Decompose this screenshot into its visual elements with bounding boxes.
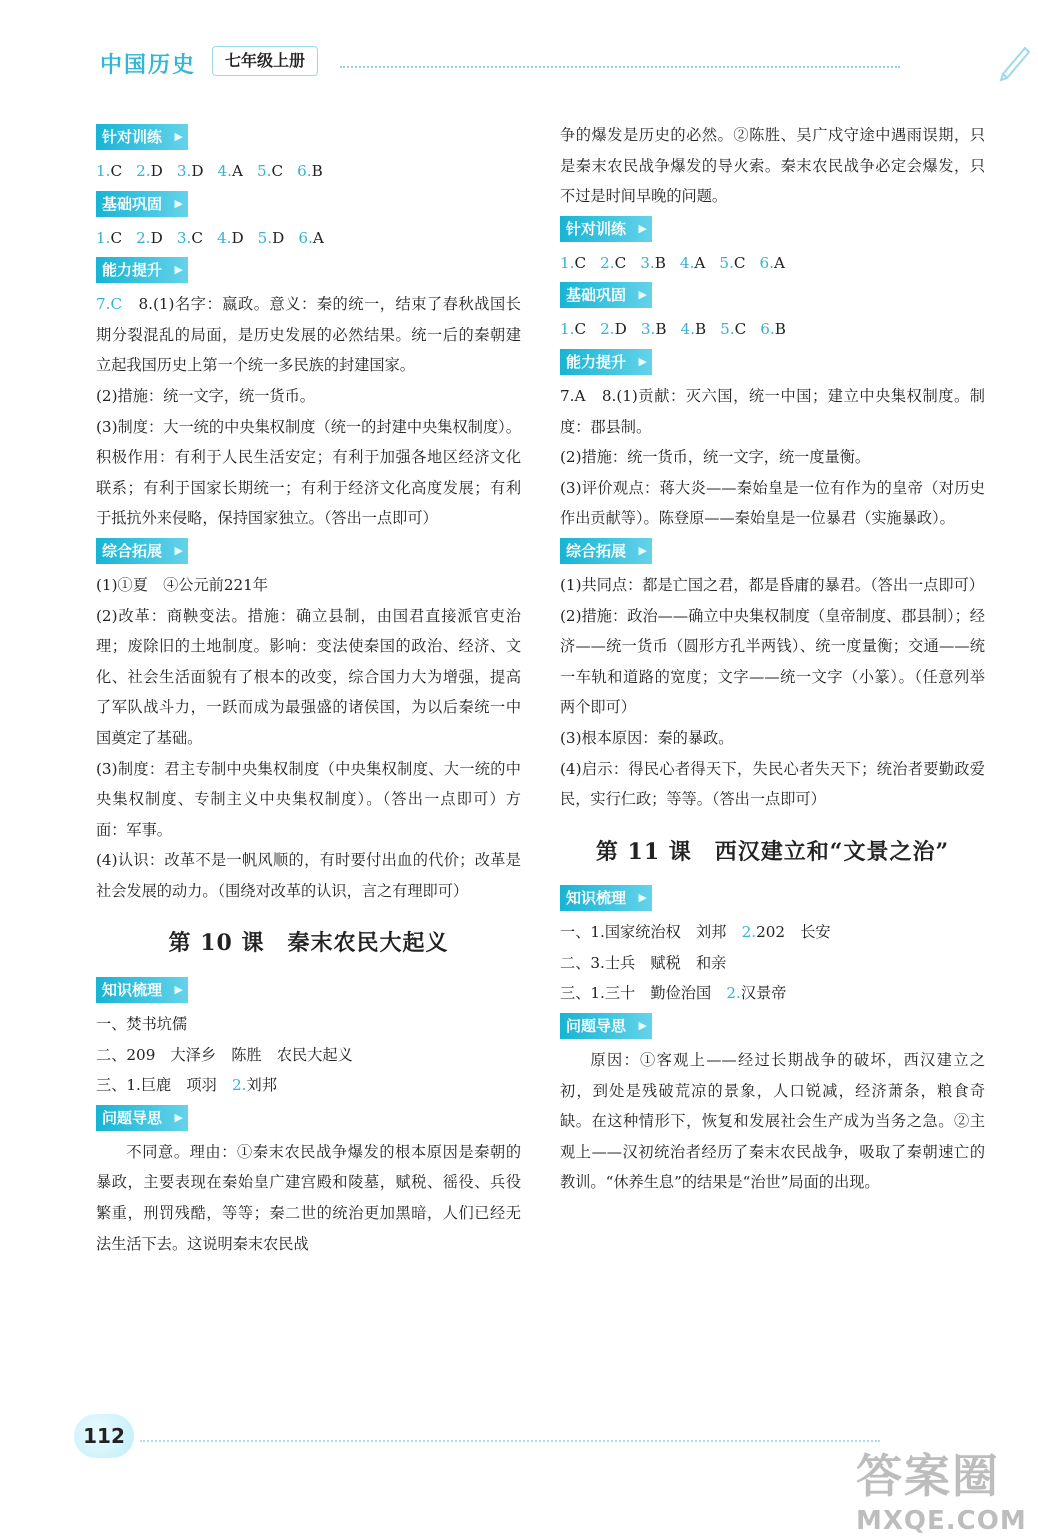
item-number: 2. — [741, 923, 757, 942]
section-tag: 问题导思 ▶ — [96, 1105, 188, 1131]
list-item-text: 202 长安 — [756, 923, 831, 942]
lesson-title: 第 11 课 西汉建立和“文景之治” — [595, 838, 950, 865]
paragraph: (3)制度：君主专制中央集权制度（中央集权制度、大一统的中央集权制度、专制主义中央集权制度）。（答出一点即可）方面：军事。 — [96, 759, 521, 839]
paragraph — [96, 289, 521, 381]
answer-number: 4. — [679, 253, 695, 272]
paragraph: (1)共同点：都是亡国之君，都是昏庸的暴君。（答出一点即可） — [560, 575, 984, 594]
grade-label: 七年级上册 — [212, 46, 318, 76]
item-number: 2. — [726, 984, 741, 1003]
answer-letter: C — [110, 228, 123, 247]
header-dotted-line — [340, 66, 900, 68]
answer-item — [640, 248, 666, 279]
answer-letter: C — [733, 253, 746, 272]
answer-number: 2. — [600, 320, 615, 339]
paragraph: 争的爆发是历史的必然。②陈胜、吴广戍守途中遇雨误期，只是秦末农民战争爆发的导火索。秦末农民战争必定会爆发，只不过是时间早晚的问题。 — [560, 126, 985, 206]
answer-number: 3. — [640, 320, 656, 339]
section-tag: 能力提升 ▶ — [560, 349, 652, 375]
section-tag: 综合拓展 ▶ — [560, 538, 652, 564]
answer-letter: C — [191, 228, 203, 247]
answer-item — [218, 156, 243, 187]
answer-number: 3. — [176, 162, 192, 180]
answer-item — [96, 223, 122, 254]
section-tag: 针对训练 ▶ — [560, 216, 652, 242]
answer-letter: D — [191, 162, 204, 180]
answer-number: 5. — [720, 320, 735, 339]
answer-item — [641, 314, 667, 345]
left-column — [96, 120, 521, 1259]
answer-number: 1. — [96, 228, 111, 247]
answer-letter: D — [614, 320, 627, 339]
answer-letter: C — [271, 162, 284, 180]
answer-letter: A — [232, 162, 243, 180]
answer-number: 4. — [216, 228, 232, 247]
answer-number: 5. — [719, 253, 734, 272]
answer-number: 2. — [136, 228, 151, 247]
answer-number: 6. — [759, 253, 775, 272]
lesson-title: 第 10 课 秦末农民大起义 — [168, 930, 449, 957]
answer-number: 1. — [560, 320, 575, 339]
list-item: 一、焚书坑儒 — [96, 1015, 188, 1034]
answer-letter: B — [774, 320, 786, 339]
answer-letter: B — [655, 320, 667, 339]
list-item — [96, 1070, 521, 1101]
list-item-text: 一、1.国家统治权 刘邦 — [560, 923, 727, 942]
answer-item — [257, 156, 283, 187]
answer-number: 5. — [257, 228, 273, 247]
answer-item — [258, 223, 285, 254]
answer-item — [136, 223, 163, 254]
answer-number: 6. — [760, 320, 775, 339]
answer-item — [177, 156, 204, 187]
item-number: 2. — [232, 1076, 247, 1095]
list-item: 二、209 大泽乡 陈胜 农民大起义 — [96, 1045, 353, 1064]
list-item: 二、3.士兵 赋税 和亲 — [560, 953, 727, 972]
answer-item — [560, 314, 586, 345]
page-header — [100, 48, 1010, 88]
answer-letter: A — [694, 253, 706, 272]
answer-number: 3. — [176, 228, 192, 247]
paragraph: (4)认识：改革不是一帆风顺的，有时要付出血的代价；改革是社会发展的动力。（围绕对改革的认识，言之有理即可） — [96, 851, 521, 900]
paragraph: (4)启示：得民心者得天下，失民心者失天下；统治者要勤政爱民，实行仁政；等等。（答出一点即可） — [560, 759, 985, 809]
answer-item — [760, 314, 786, 345]
right-column — [560, 120, 985, 1198]
paragraph: 原因：①客观上——经过长期战争的破坏，西汉建立之初，到处是残破荒凉的景象，人口锐减，经济萧条，粮食奇缺。在这种情形下，恢复和发展社会生产成为当务之急。②主观上——汉初统治者经历了秦末农民战争，吸取了秦朝速亡的教训。“休养生息”的结果是“治世”局面的出现。 — [560, 1051, 985, 1192]
section-tag: 基础巩固 ▶ — [560, 282, 652, 308]
answer-number: 6. — [298, 228, 313, 247]
answer-number: 4. — [680, 320, 695, 339]
answer-number: 5. — [256, 162, 272, 180]
section-tag: 综合拓展 ▶ — [96, 538, 188, 564]
subject-title: 中国历史 — [100, 53, 197, 78]
paragraph: (2)改革：商鞅变法。措施：确立县制，由国君直接派官吏治理；废除旧的土地制度。影响：变法使秦国的政治、经济、文化、社会生活面貌有了根本的改变，综合国力大为增强，提高了军队战斗力，一跃而成为最强盛的诸侯国，为以后秦统一中国奠定了基础。 — [96, 606, 521, 747]
answer-letter: D — [231, 228, 244, 247]
answer-item — [680, 314, 706, 345]
answer-item — [600, 248, 626, 279]
paragraph: 7.A 8.(1)贡献：灭六国，统一中国；建立中央集权制度。制度：郡县制。 — [560, 386, 985, 436]
answer-row — [560, 248, 985, 279]
answer-item — [560, 248, 586, 279]
answer-letter: B — [694, 320, 707, 339]
question-number: 7.C — [96, 295, 123, 314]
answer-letter: B — [311, 162, 323, 180]
answer-letter: A — [774, 253, 785, 272]
list-item-text: 三、1.巨鹿 项羽 — [96, 1076, 217, 1095]
answer-letter: B — [654, 253, 666, 272]
footer-dotted-line — [140, 1440, 880, 1442]
answer-item — [680, 248, 705, 279]
section-tag: 针对训练 ▶ — [96, 124, 188, 150]
answer-letter: C — [614, 253, 627, 272]
answer-item — [298, 223, 323, 254]
answer-item — [720, 314, 746, 345]
page-number: 112 — [74, 1414, 134, 1458]
answer-letter: C — [574, 320, 587, 339]
paragraph: (3)根本原因：秦的暴政。 — [560, 728, 734, 747]
answer-letter: D — [150, 228, 163, 247]
answer-row — [560, 314, 985, 345]
list-item-text: 汉景帝 — [740, 984, 787, 1003]
answer-row — [96, 156, 521, 187]
answer-item — [96, 156, 122, 187]
section-tag: 问题导思 ▶ — [560, 1013, 652, 1039]
list-item — [560, 917, 985, 948]
watermark-logo — [856, 1440, 1036, 1534]
answer-number: 1. — [560, 253, 575, 272]
list-item-text: 三、1.三十 勤俭治国 — [560, 984, 712, 1003]
answer-item — [760, 248, 785, 279]
answer-number: 3. — [640, 253, 655, 272]
list-item — [560, 978, 985, 1009]
answer-letter: C — [574, 253, 587, 272]
paragraph: (3)评价观点：蒋大炎——秦始皇是一位有作为的皇帝（对历史作出贡献等）。陈登原——秦始皇是一位暴君（实施暴政）。 — [560, 478, 985, 528]
answer-item — [719, 248, 745, 279]
answer-letter: A — [312, 228, 324, 247]
section-tag: 能力提升 ▶ — [96, 257, 188, 283]
answer-letter: D — [272, 228, 285, 247]
section-tag: 知识梳理 ▶ — [560, 885, 652, 911]
answer-number: 4. — [217, 162, 232, 180]
paragraph: (3)制度：大一统的中央集权制度（统一的封建中央集权制度）。积极作用：有利于人民生活安定；有利于加强各地区经济文化联系；有利于国家长期统一；有利于经济文化高度发展；有利于抵抗外来侵略，保持国家独立。（答出一点即可） — [96, 417, 521, 528]
watermark-top: 答案圈 — [856, 1449, 1000, 1503]
paragraph: (1)①夏 ④公元前221年 — [96, 575, 269, 594]
paragraph-text: 8.(1)名字：嬴政。意义：秦的统一，结束了春秋战国长期分裂混乱的局面，是历史发展的必然结果。统一后的秦朝建立起我国历史上第一个统一多民族的封建国家。 — [96, 295, 521, 375]
answer-item — [136, 156, 163, 187]
paragraph: 不同意。理由：①秦末农民战争爆发的根本原因是秦朝的暴政，主要表现在秦始皇广建宫殿和陵墓，赋税、徭役、兵役繁重，刑罚残酷，等等；秦二世的统治更加黑暗，人们已经无法生活下去。这说明秦末农民战 — [96, 1142, 521, 1253]
answer-number: 2. — [136, 162, 151, 180]
answer-number: 1. — [96, 162, 111, 180]
paragraph: (2)措施：统一货币，统一文字，统一度量衡。 — [560, 448, 871, 467]
answer-item — [177, 223, 203, 254]
answer-item — [297, 156, 323, 187]
answer-letter: D — [150, 162, 163, 180]
list-item-text: 刘邦 — [246, 1076, 277, 1095]
answer-letter: C — [110, 162, 123, 180]
pen-icon — [995, 42, 1035, 82]
answer-letter: C — [734, 320, 747, 339]
answer-item — [600, 314, 627, 345]
answer-row — [96, 223, 521, 254]
paragraph: (2)措施：统一文字，统一货币。 — [96, 386, 315, 405]
section-tag: 知识梳理 ▶ — [96, 977, 188, 1003]
answer-number: 2. — [600, 253, 615, 272]
section-tag: 基础巩固 ▶ — [96, 191, 188, 217]
answer-number: 6. — [297, 162, 312, 180]
answer-item — [217, 223, 244, 254]
watermark-bottom: MXQE.COM — [856, 1506, 1027, 1536]
paragraph: (2)措施：政治——确立中央集权制度（皇帝制度、郡县制）；经济——统一货币（圆形方孔半两钱）、统一度量衡；交通——统一车轨和道路的宽度；文字——统一文字（小篆）。（任意列举两个即可） — [560, 606, 985, 717]
